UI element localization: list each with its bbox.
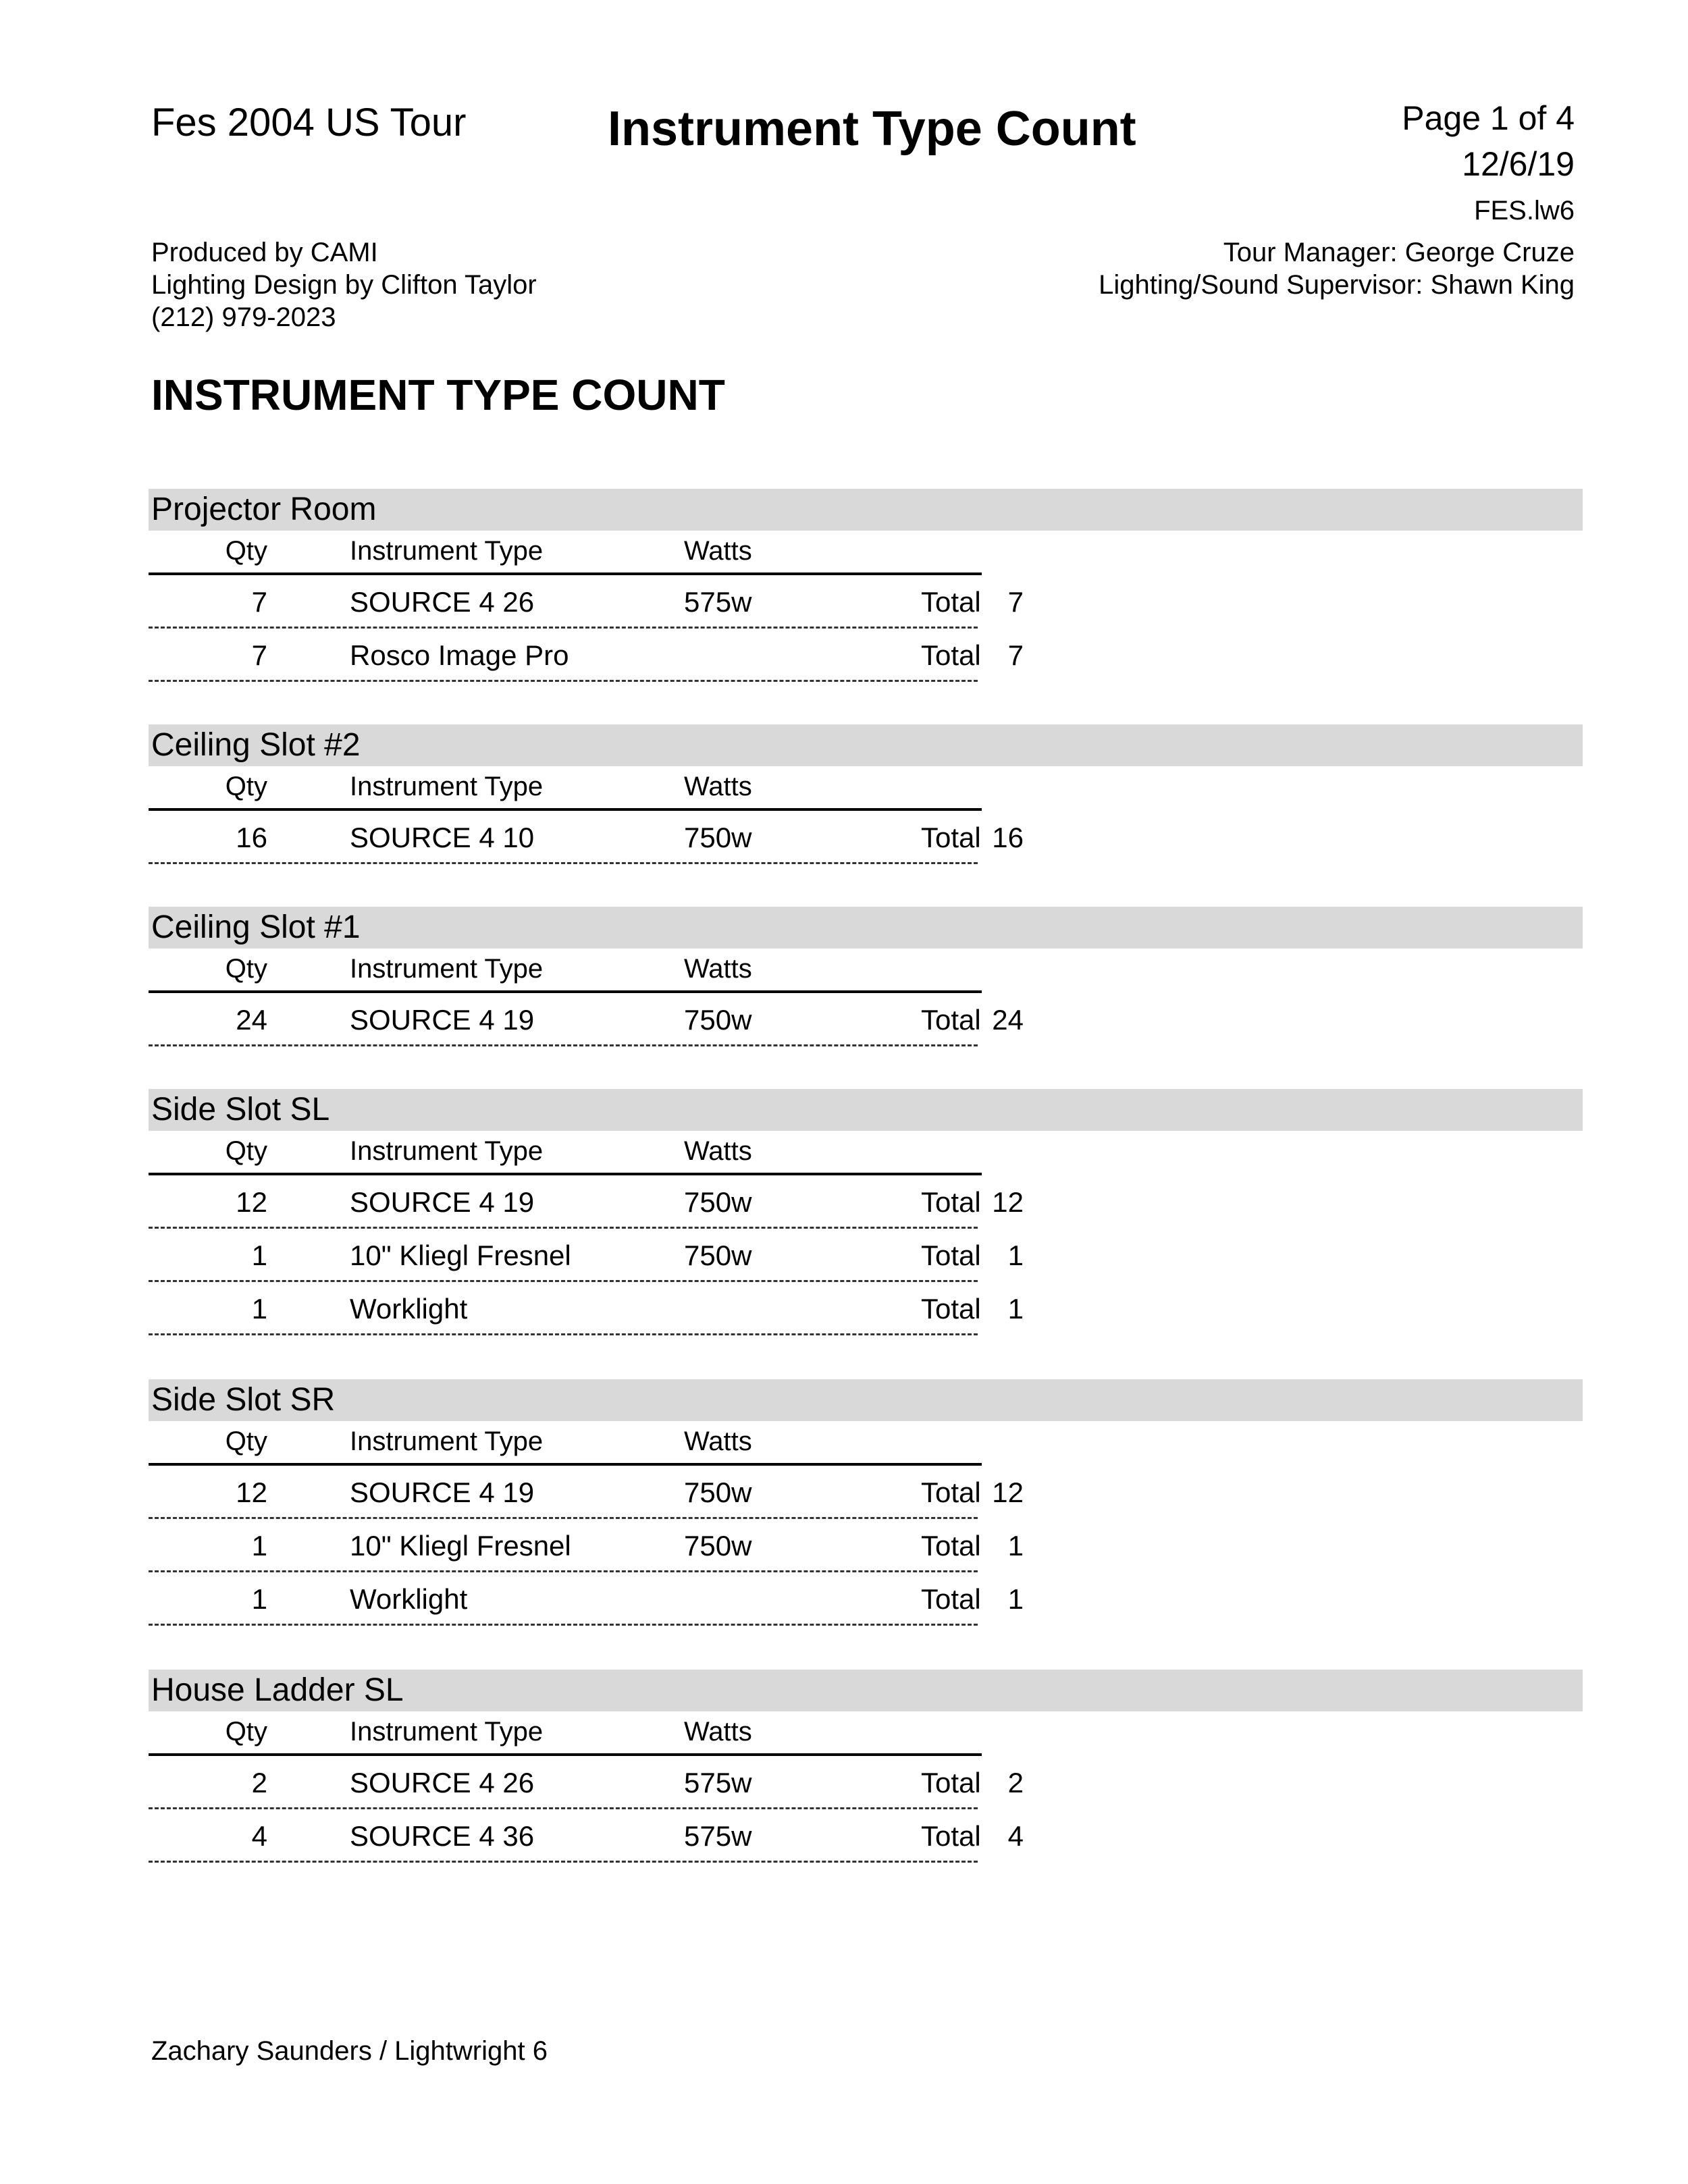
qty-cell: 2 [251,1767,267,1799]
instrument-type-cell: SOURCE 4 26 [350,1767,535,1799]
column-header-watts: Watts [684,536,752,566]
column-header-qty: Qty [225,1717,267,1747]
report-date: 12/6/19 [1462,145,1575,183]
qty-cell: 12 [236,1186,267,1218]
watts-cell: 575w [684,1820,752,1852]
qty-cell: 24 [236,1004,267,1036]
count-cell: 24 [992,1004,1024,1036]
total-label: Total [921,639,981,671]
table-row [149,1282,1024,1335]
total-label: Total [921,586,981,618]
total-label: Total [921,1293,981,1325]
phone-line: (212) 979-2023 [151,302,336,332]
watts-cell: 750w [684,1476,752,1508]
qty-cell: 7 [251,586,267,618]
group-header-bar [149,1379,1583,1421]
instrument-type-cell: 10" Kliegl Fresnel [350,1240,571,1271]
total-label: Total [921,1583,981,1615]
watts-cell: 575w [684,1767,752,1799]
group-rows [0,1466,1024,1626]
column-header-qty: Qty [225,1136,267,1166]
watts-cell: 575w [684,586,752,618]
count-cell: 12 [992,1186,1024,1218]
qty-cell: 1 [251,1293,267,1325]
group-rows [0,575,1024,682]
count-cell: 7 [1007,586,1024,618]
qty-cell: 4 [251,1820,267,1852]
count-cell: 12 [992,1476,1024,1508]
instrument-type-cell: Rosco Image Pro [350,639,569,671]
qty-cell: 1 [251,1240,267,1271]
instrument-type-cell: SOURCE 4 10 [350,822,535,853]
group-header-bar [149,1089,1583,1131]
table-row [149,1572,1024,1626]
qty-cell: 1 [251,1583,267,1615]
column-header-watts: Watts [684,954,752,984]
table-row [149,811,1024,864]
column-header-type: Instrument Type [350,1427,544,1456]
column-header-qty: Qty [225,954,267,984]
total-label: Total [921,1004,981,1036]
total-label: Total [921,1476,981,1508]
group-name: House Ladder SL [151,1672,404,1708]
total-label: Total [921,1530,981,1562]
instrument-type-cell: SOURCE 4 36 [350,1820,535,1852]
group-rows [0,993,1024,1046]
watts-cell: 750w [684,1240,752,1271]
group-name: Ceiling Slot #2 [151,727,361,763]
instrument-type-cell: SOURCE 4 26 [350,586,535,618]
column-header-type: Instrument Type [350,772,544,801]
count-cell: 4 [1007,1820,1024,1852]
group-name: Ceiling Slot #1 [151,909,361,945]
tour-name: Fes 2004 US Tour [151,101,467,144]
count-cell: 1 [1007,1240,1024,1271]
instrument-type-cell: Worklight [350,1293,468,1325]
column-header-watts: Watts [684,1427,752,1456]
page-number: Page 1 of 4 [1402,99,1575,137]
instrument-type-cell: Worklight [350,1583,468,1615]
footer-credit: Zachary Saunders / Lightwright 6 [151,2036,548,2066]
table-row [149,1756,1024,1809]
supervisor-line: Lighting/Sound Supervisor: Shawn King [1099,270,1575,300]
column-header-type: Instrument Type [350,536,544,566]
table-row [149,1175,1024,1229]
designer-line: Lighting Design by Clifton Taylor [151,270,537,300]
group-header-bar [149,907,1583,949]
column-header-watts: Watts [684,772,752,801]
instrument-type-cell: SOURCE 4 19 [350,1186,535,1218]
group-rows [0,1756,1024,1863]
total-label: Total [921,1240,981,1271]
table-row [149,1229,1024,1282]
total-label: Total [921,822,981,853]
group-name: Side Slot SR [151,1382,336,1418]
column-header-qty: Qty [225,536,267,566]
producer-line: Produced by CAMI [151,238,378,267]
group-name: Side Slot SL [151,1092,330,1127]
column-header-type: Instrument Type [350,954,544,984]
column-header-watts: Watts [684,1136,752,1166]
count-cell: 7 [1007,639,1024,671]
count-cell: 1 [1007,1530,1024,1562]
table-row [149,1519,1024,1572]
watts-cell: 750w [684,822,752,853]
group-name: Projector Room [151,491,377,527]
qty-cell: 1 [251,1530,267,1562]
watts-cell: 750w [684,1186,752,1218]
count-cell: 2 [1007,1767,1024,1799]
count-cell: 16 [992,822,1024,853]
table-row [149,575,1024,629]
section-heading: INSTRUMENT TYPE COUNT [151,371,725,419]
instrument-type-cell: 10" Kliegl Fresnel [350,1530,571,1562]
total-label: Total [921,1820,981,1852]
qty-cell: 16 [236,822,267,853]
column-header-type: Instrument Type [350,1717,544,1747]
count-cell: 1 [1007,1583,1024,1615]
group-rows [0,1175,1024,1335]
qty-cell: 12 [236,1476,267,1508]
file-name: FES.lw6 [1474,196,1575,225]
table-row [149,629,1024,682]
total-label: Total [921,1186,981,1218]
table-row [149,1466,1024,1519]
tour-manager-line: Tour Manager: George Cruze [1223,238,1575,267]
instrument-type-cell: SOURCE 4 19 [350,1476,535,1508]
group-header-bar [149,724,1583,766]
instrument-type-cell: SOURCE 4 19 [350,1004,535,1036]
column-header-watts: Watts [684,1717,752,1747]
qty-cell: 7 [251,639,267,671]
count-cell: 1 [1007,1293,1024,1325]
column-header-qty: Qty [225,1427,267,1456]
watts-cell: 750w [684,1530,752,1562]
table-row [149,1809,1024,1863]
total-label: Total [921,1767,981,1799]
table-row [149,993,1024,1046]
report-title: Instrument Type Count [608,102,1136,156]
group-rows [0,811,1024,864]
column-header-type: Instrument Type [350,1136,544,1166]
column-header-qty: Qty [225,772,267,801]
watts-cell: 750w [684,1004,752,1036]
